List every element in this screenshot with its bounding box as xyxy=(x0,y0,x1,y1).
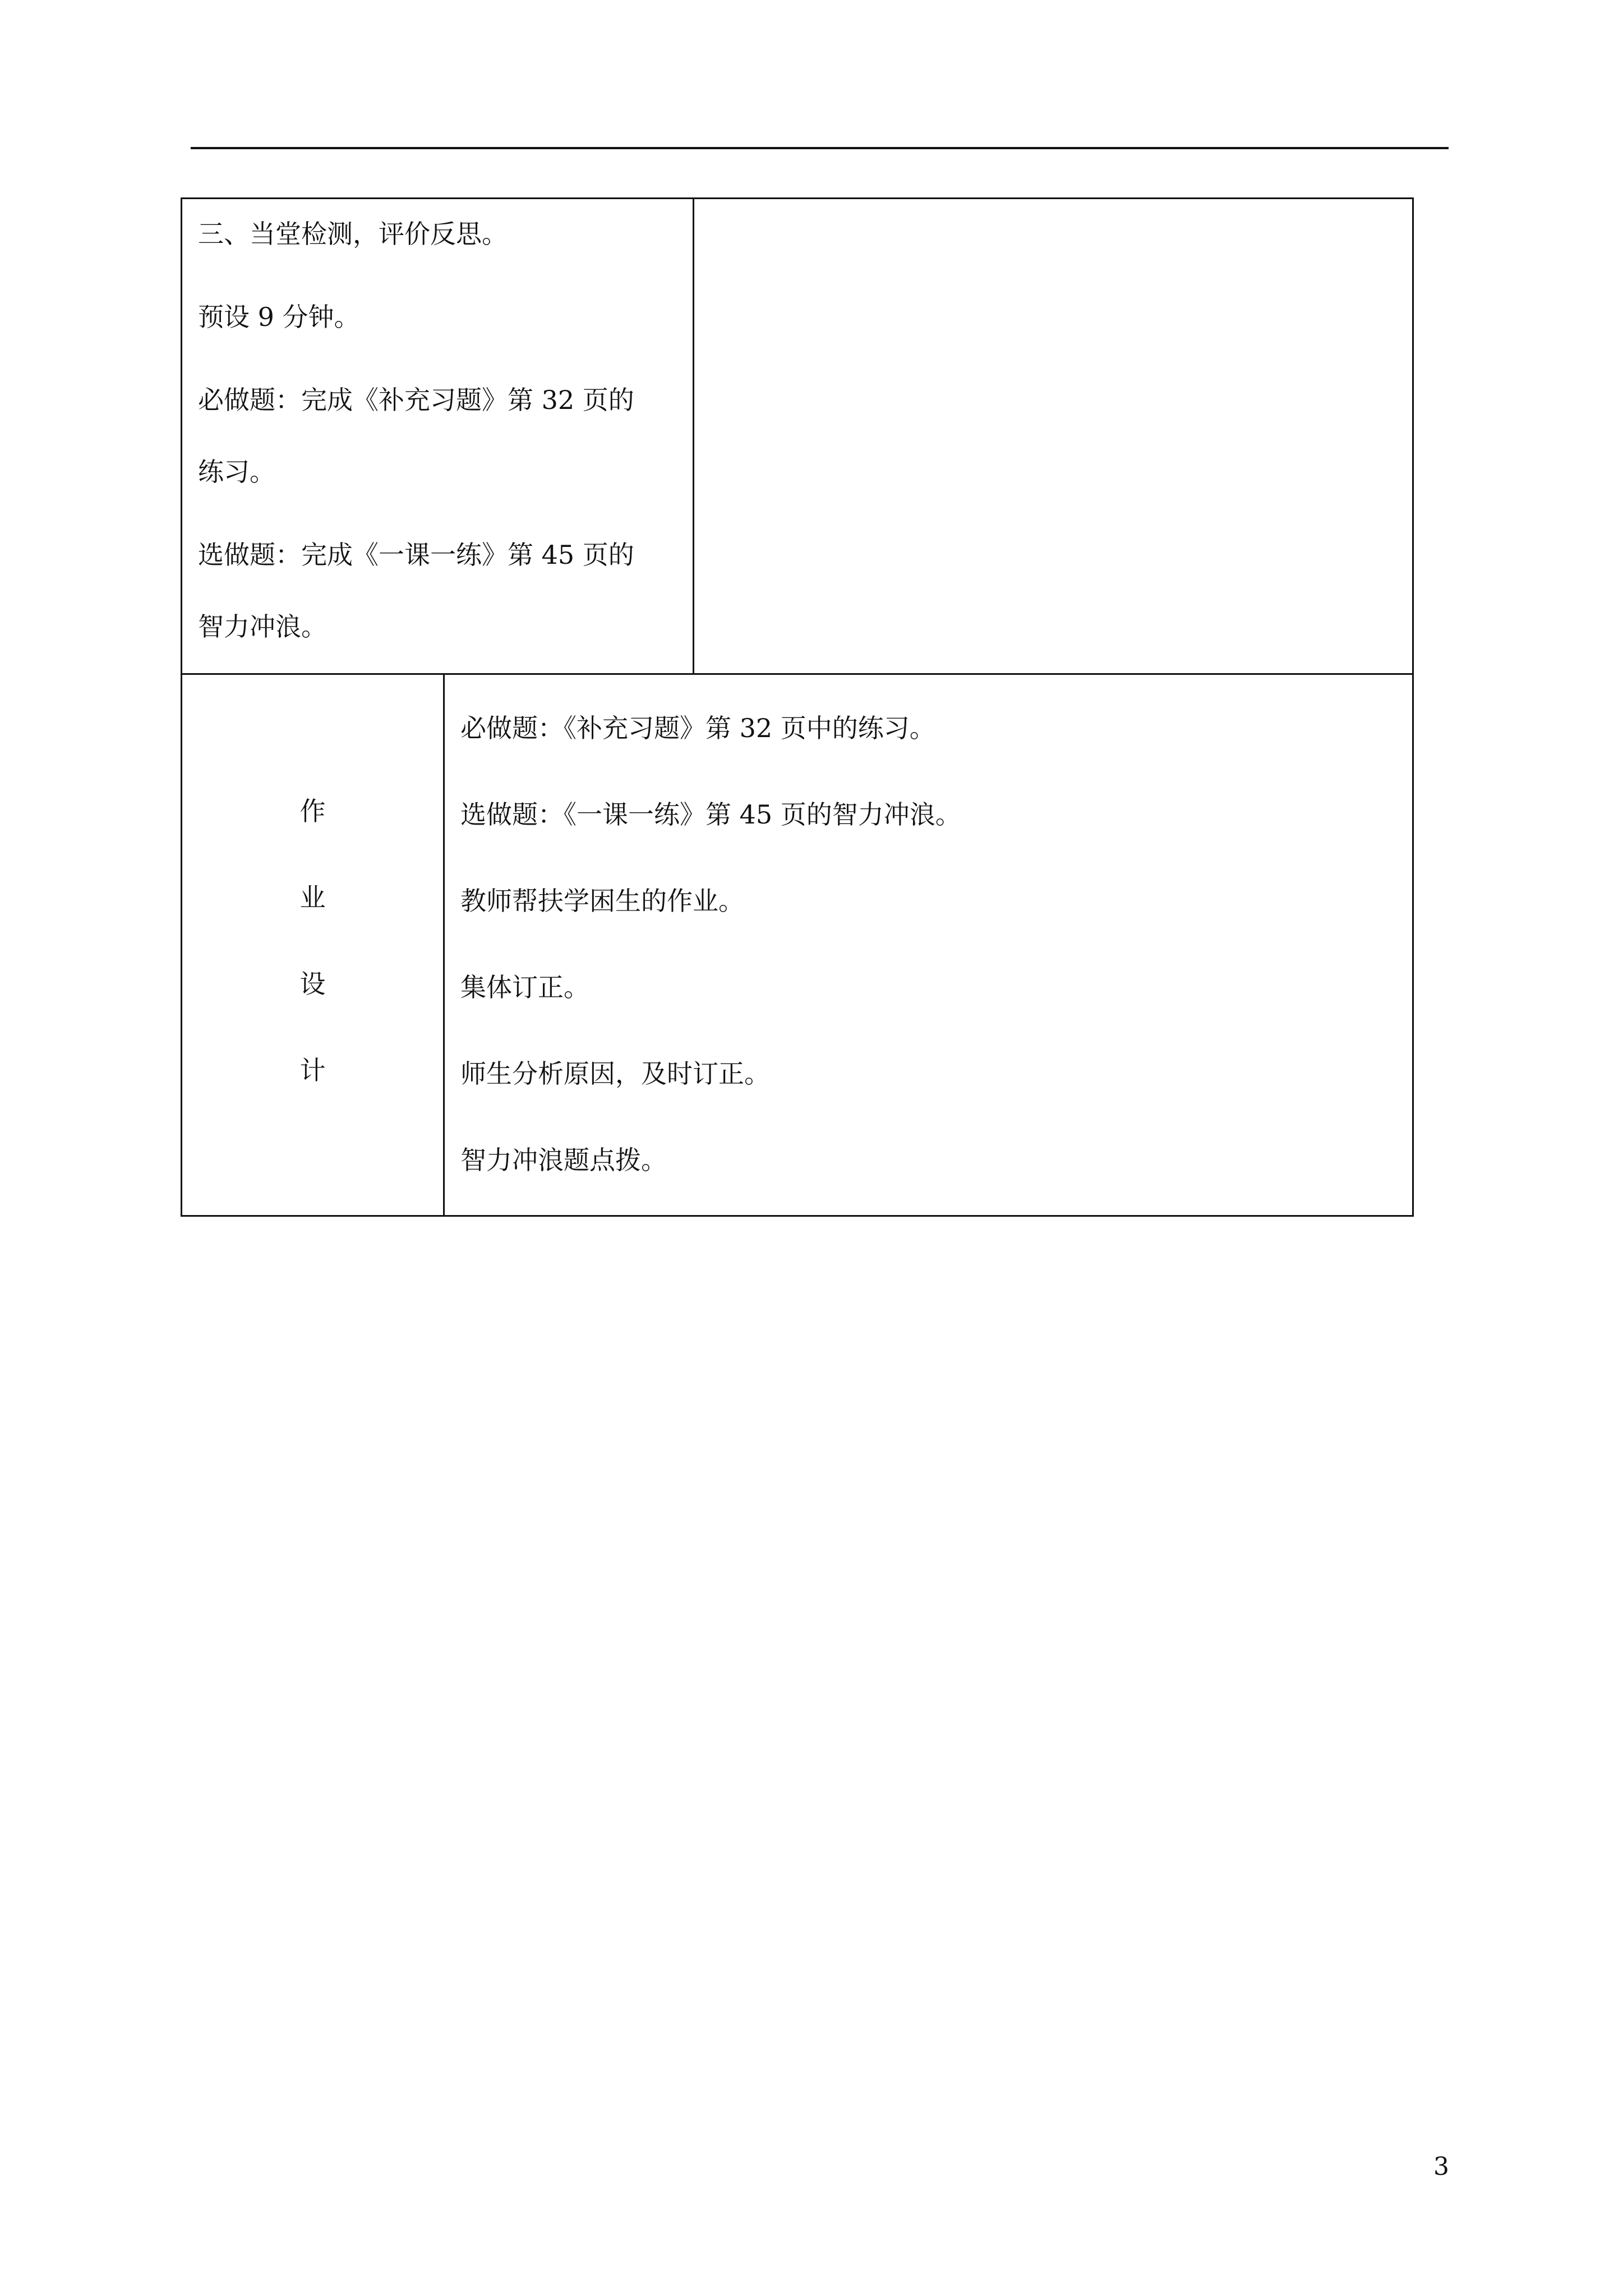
page-number: 3 xyxy=(1433,2152,1449,2181)
notes-cell xyxy=(694,199,1413,674)
section-optional-line-2: 智力冲浪。 xyxy=(198,611,327,642)
homework-content-cell xyxy=(444,674,1413,1216)
homework-item: 智力冲浪题点拨。 xyxy=(460,1145,667,1175)
section-optional-line-1: 选做题：完成《一课一练》第 45 页的 xyxy=(198,540,634,570)
section-row xyxy=(182,199,1413,674)
homework-label-char: 设 xyxy=(299,969,326,999)
section-required-line-1: 必做题：完成《补充习题》第 32 页的 xyxy=(198,385,634,415)
section-title: 三、当堂检测，评价反思。 xyxy=(198,219,508,249)
homework-label-cell xyxy=(182,674,444,1216)
homework-label-char: 业 xyxy=(299,882,326,913)
header-rule xyxy=(191,147,1449,149)
section-required-line-2: 练习。 xyxy=(198,457,275,487)
section-cell xyxy=(182,199,694,674)
homework-item: 师生分析原因，及时订正。 xyxy=(460,1059,770,1089)
homework-item: 集体订正。 xyxy=(460,972,589,1002)
homework-item: 必做题：《补充习题》第 32 页中的练习。 xyxy=(460,713,935,743)
homework-item: 选做题：《一课一练》第 45 页的智力冲浪。 xyxy=(460,799,961,830)
homework-row xyxy=(182,674,1413,1216)
section-time: 预设 9 分钟。 xyxy=(198,302,360,332)
homework-label-char: 计 xyxy=(299,1055,326,1085)
lesson-table xyxy=(181,197,1414,1217)
homework-label-char: 作 xyxy=(299,796,326,826)
homework-item: 教师帮扶学困生的作业。 xyxy=(460,886,744,916)
